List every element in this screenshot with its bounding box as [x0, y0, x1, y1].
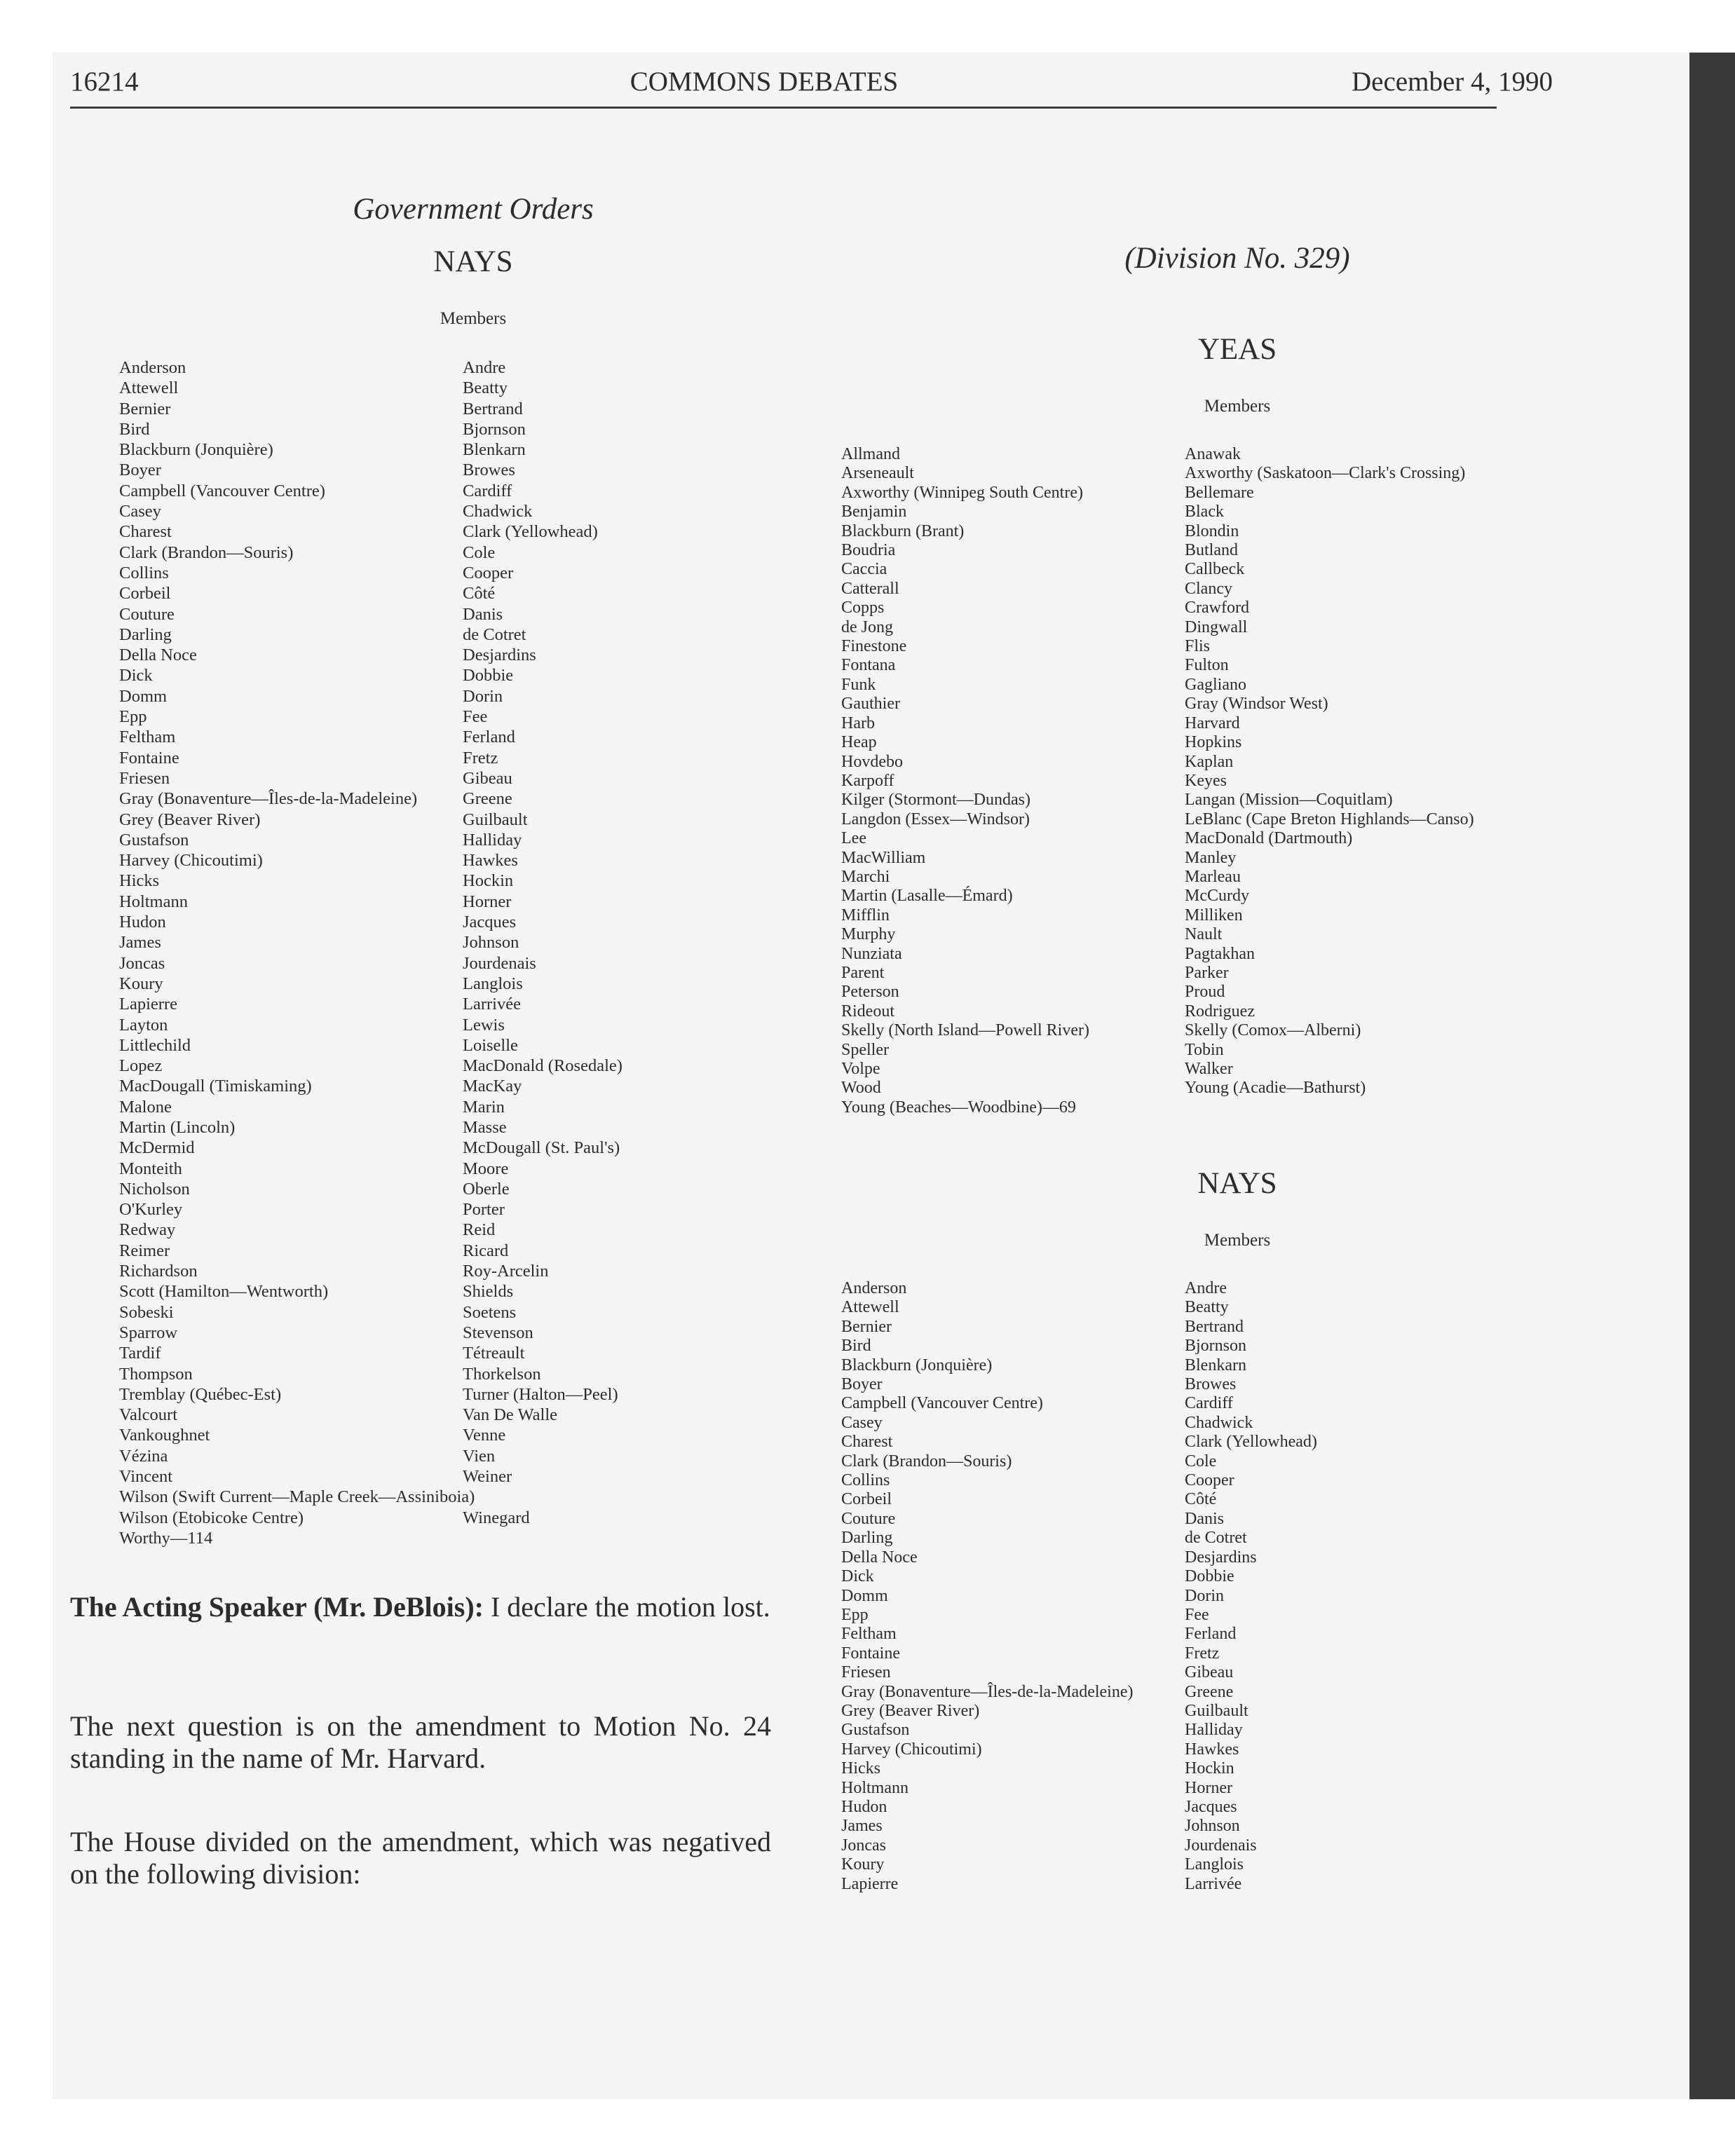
member-name: Clancy: [1185, 579, 1232, 598]
member-name: Epp: [841, 1605, 869, 1624]
member-name: Gagliano: [1185, 675, 1246, 694]
member-name: Boyer: [119, 460, 161, 480]
member-name: Dick: [119, 666, 153, 685]
member-name: Halliday: [463, 830, 522, 850]
member-name: Cole: [463, 543, 496, 562]
member-name: Anawak: [1185, 445, 1241, 463]
member-name: Fretz: [463, 748, 498, 767]
member-name: Vien: [463, 1446, 496, 1466]
right-nays-heading: NAYS: [1197, 1167, 1277, 1200]
member-name: Anderson: [119, 358, 186, 377]
member-name: Axworthy (Saskatoon—Clark's Crossing): [1185, 464, 1466, 483]
left-nays-names-col1: [119, 357, 475, 1548]
member-name: Danis: [1185, 1509, 1224, 1528]
member-name: Langlois: [1185, 1855, 1244, 1874]
member-name: Proud: [1185, 983, 1225, 1002]
member-name: Fulton: [1185, 656, 1229, 675]
member-name: Parker: [1185, 963, 1229, 982]
member-name: Corbeil: [119, 584, 171, 603]
member-name: Callbeck: [1185, 560, 1245, 579]
member-name: Karpoff: [841, 771, 894, 790]
member-name: Hicks: [119, 871, 160, 891]
division-number: (Division No. 329): [1124, 242, 1350, 275]
member-name: Cardiff: [463, 481, 512, 500]
member-name: Hudon: [841, 1797, 887, 1816]
member-name: Moore: [463, 1159, 509, 1178]
member-name: Attewell: [841, 1298, 899, 1317]
member-name: Charest: [119, 522, 172, 542]
member-name: Lapierre: [119, 995, 177, 1014]
member-name: Kilger (Stormont—Dundas): [841, 791, 1030, 810]
member-name: Blackburn (Jonquière): [841, 1356, 993, 1374]
member-name: Anderson: [841, 1279, 907, 1297]
member-name: Parent: [841, 963, 885, 982]
member-name: Dingwall: [1185, 618, 1248, 636]
member-name: Blackburn (Brant): [841, 521, 965, 540]
member-name: Friesen: [119, 768, 170, 788]
member-name: Attewell: [119, 378, 179, 398]
member-name: Blackburn (Jonquière): [119, 440, 273, 460]
member-name: Ferland: [463, 728, 515, 747]
member-name: Halliday: [1185, 1721, 1243, 1740]
member-name: Thompson: [119, 1364, 193, 1384]
member-name: Chadwick: [463, 502, 533, 521]
member-name: Cole: [1185, 1452, 1217, 1471]
member-name: Dobbie: [1185, 1567, 1234, 1586]
yeas-heading: YEAS: [1197, 333, 1277, 366]
member-name: Milliken: [1185, 906, 1243, 925]
member-name: Koury: [841, 1855, 885, 1874]
member-name: Langlois: [463, 974, 523, 993]
member-name: Collins: [841, 1471, 890, 1490]
member-name: Gauthier: [841, 695, 900, 714]
member-name: Soetens: [463, 1302, 517, 1322]
member-name: Nault: [1185, 925, 1223, 944]
section-title: Government Orders: [353, 193, 594, 226]
member-name: Lopez: [119, 1056, 163, 1076]
member-name: Marin: [463, 1097, 505, 1117]
right-nays-members-label: Members: [1204, 1231, 1271, 1250]
member-name: Rideout: [841, 1002, 894, 1021]
member-name: Fretz: [1185, 1644, 1220, 1663]
member-name: Gibeau: [1185, 1663, 1234, 1682]
member-name: Vézina: [119, 1446, 168, 1466]
member-name: Valcourt: [119, 1405, 177, 1425]
member-name: Volpe: [841, 1060, 880, 1078]
member-name: Arseneault: [841, 464, 914, 483]
member-name: MacDonald (Rosedale): [463, 1056, 622, 1076]
member-name: Nicholson: [119, 1179, 190, 1199]
member-name: Bertrand: [463, 399, 523, 418]
member-name: Epp: [119, 707, 147, 727]
yeas-names-col1: [841, 445, 1089, 1117]
member-name: Cardiff: [1185, 1394, 1233, 1413]
member-name: Harvey (Chicoutimi): [119, 851, 263, 871]
member-name: Tétreault: [463, 1344, 525, 1363]
member-name: [463, 1487, 622, 1507]
member-name: Koury: [119, 974, 163, 993]
member-name: Venne: [463, 1426, 506, 1445]
member-name: Sobeski: [119, 1302, 174, 1322]
member-name: Casey: [119, 502, 161, 521]
member-name: Vankoughnet: [119, 1426, 210, 1445]
member-name: Pagtakhan: [1185, 944, 1255, 963]
member-name: Benjamin: [841, 503, 907, 521]
member-name: Tobin: [1185, 1040, 1224, 1059]
member-name: Richardson: [119, 1262, 198, 1281]
yeas-members-label: Members: [1204, 397, 1271, 416]
member-name: Allmand: [841, 445, 900, 463]
member-name: Bellemare: [1185, 483, 1254, 502]
member-name: Boyer: [841, 1375, 883, 1394]
member-name: Grey (Beaver River): [841, 1701, 980, 1720]
member-name: Hovdebo: [841, 752, 903, 771]
member-name: Peterson: [841, 983, 899, 1002]
member-name: Tardif: [119, 1344, 161, 1363]
member-name: Hicks: [841, 1759, 880, 1778]
member-name: Domm: [119, 686, 168, 706]
member-name: Oberle: [463, 1179, 510, 1199]
member-name: Campbell (Vancouver Centre): [119, 481, 325, 500]
member-name: Feltham: [841, 1625, 897, 1644]
member-name: Bernier: [841, 1317, 892, 1336]
member-name: Couture: [841, 1509, 896, 1528]
member-name: Campbell (Vancouver Centre): [841, 1394, 1043, 1413]
member-name: Browes: [1185, 1375, 1237, 1394]
member-name: Côté: [1185, 1490, 1217, 1509]
member-name: Marchi: [841, 867, 890, 886]
member-name: Bertrand: [1185, 1317, 1244, 1336]
member-name: MacKay: [463, 1077, 522, 1096]
member-name: Jacques: [463, 913, 517, 932]
member-name: Feltham: [119, 728, 176, 747]
member-name: MacDonald (Dartmouth): [1185, 829, 1353, 848]
member-name: Walker: [1185, 1060, 1233, 1078]
member-name: Roy-Arcelin: [463, 1262, 549, 1281]
member-name: Friesen: [841, 1663, 891, 1682]
member-name: Greene: [1185, 1682, 1234, 1701]
member-name: Worthy—114: [119, 1528, 213, 1548]
member-name: Cooper: [1185, 1471, 1234, 1490]
member-name: Johnson: [1185, 1817, 1240, 1836]
member-name: Fee: [463, 707, 488, 727]
member-name: Bjornson: [1185, 1337, 1247, 1356]
member-name: Browes: [463, 460, 515, 480]
member-name: Gibeau: [463, 768, 512, 788]
member-name: Dorin: [1185, 1586, 1224, 1605]
member-name: Van De Walle: [463, 1405, 558, 1425]
member-name: de Cotret: [463, 625, 526, 644]
member-name: Masse: [463, 1117, 507, 1137]
member-name: Blondin: [1185, 521, 1239, 540]
member-name: Hockin: [1185, 1759, 1234, 1778]
member-name: Skelly (Comox—Alberni): [1185, 1021, 1361, 1040]
member-name: Black: [1185, 503, 1224, 521]
member-name: Young (Acadie—Bathurst): [1185, 1079, 1366, 1098]
member-name: Harb: [841, 714, 875, 732]
member-name: Dobbie: [463, 666, 514, 685]
speaker-paragraph: [70, 1591, 771, 1623]
member-name: Lee: [841, 829, 866, 848]
member-name: Fontaine: [119, 748, 179, 767]
member-name: Holtmann: [119, 892, 188, 911]
member-name: Bird: [841, 1337, 871, 1356]
member-name: Bjornson: [463, 419, 526, 439]
member-name: Guilbault: [463, 810, 528, 829]
member-name: Young (Beaches—Woodbine)—69: [841, 1098, 1076, 1117]
member-name: Beatty: [463, 378, 508, 398]
speaker-text: I declare the motion lost.: [483, 1591, 770, 1623]
member-name: Hudon: [119, 913, 166, 932]
member-name: Gray (Bonaventure—Îles-de-la-Madeleine): [119, 789, 418, 809]
member-name: Langdon (Essex—Windsor): [841, 810, 1030, 828]
member-name: Winegard: [463, 1508, 530, 1527]
member-name: Mifflin: [841, 906, 890, 925]
member-name: Fontaine: [841, 1644, 900, 1663]
member-name: Hawkes: [463, 851, 518, 871]
member-name: Horner: [463, 892, 512, 911]
yeas-names-col2: [1185, 445, 1474, 1098]
member-name: Gustafson: [119, 830, 189, 850]
member-name: Turner (Halton—Peel): [463, 1384, 618, 1404]
member-name: Martin (Lasalle—Émard): [841, 887, 1013, 906]
member-name: Murphy: [841, 925, 896, 944]
member-name: Dorin: [463, 686, 503, 706]
header-rule: [70, 107, 1497, 109]
member-name: Couture: [119, 604, 175, 624]
member-name: Keyes: [1185, 771, 1227, 790]
member-name: Darling: [841, 1529, 893, 1548]
member-name: Larrivée: [463, 995, 521, 1014]
member-name: James: [841, 1817, 883, 1836]
house-divided-paragraph: The House divided on the amendment, which was negatived on the following division:: [70, 1826, 771, 1890]
member-name: Kaplan: [1185, 752, 1234, 771]
member-name: Jacques: [1185, 1797, 1237, 1816]
member-name: Weiner: [463, 1467, 512, 1487]
member-name: Fontana: [841, 656, 896, 675]
member-name: Gray (Bonaventure—Îles-de-la-Madeleine): [841, 1682, 1134, 1701]
left-nays-heading: NAYS: [433, 245, 513, 278]
member-name: James: [119, 933, 161, 953]
member-name: Scott (Hamilton—Wentworth): [119, 1282, 329, 1302]
member-name: Hawkes: [1185, 1740, 1239, 1759]
member-name: MacDougall (Timiskaming): [119, 1077, 312, 1096]
member-name: Côté: [463, 584, 496, 603]
member-name: Wood: [841, 1079, 881, 1098]
scan-edge-bar: [1689, 53, 1735, 2099]
member-name: de Cotret: [1185, 1529, 1247, 1548]
member-name: Danis: [463, 604, 503, 624]
member-name: Gustafson: [841, 1721, 910, 1740]
member-name: Thorkelson: [463, 1364, 541, 1384]
member-name: Flis: [1185, 637, 1211, 656]
member-name: Marleau: [1185, 867, 1241, 886]
member-name: McCurdy: [1185, 887, 1249, 906]
member-name: Beatty: [1185, 1298, 1229, 1317]
member-name: Jourdenais: [463, 953, 536, 973]
member-name: Heap: [841, 733, 877, 752]
member-name: Axworthy (Winnipeg South Centre): [841, 483, 1083, 502]
member-name: Andre: [463, 358, 506, 377]
left-nays-members-label: Members: [440, 309, 507, 328]
member-name: Nunziata: [841, 944, 902, 963]
member-name: Bird: [119, 419, 150, 439]
member-name: Stevenson: [463, 1323, 533, 1342]
member-name: Littlechild: [119, 1035, 191, 1055]
member-name: Martin (Lincoln): [119, 1117, 236, 1137]
right-nays-names-col1: [841, 1279, 1133, 1894]
member-name: MacWilliam: [841, 848, 926, 867]
member-name: Copps: [841, 599, 885, 618]
member-name: Butland: [1185, 541, 1238, 560]
left-nays-names-col2: [463, 357, 622, 1528]
member-name: Greene: [463, 789, 512, 809]
next-question-paragraph: The next question is on the amendment to Motion No. 24 standing in the name of Mr. Harvard.: [70, 1710, 771, 1774]
member-name: McDougall (St. Paul's): [463, 1138, 620, 1158]
member-name: Shields: [463, 1282, 514, 1302]
member-name: Corbeil: [841, 1490, 892, 1509]
member-name: Manley: [1185, 848, 1237, 867]
member-name: Loiselle: [463, 1035, 518, 1055]
member-name: Cooper: [463, 563, 514, 582]
member-name: Charest: [841, 1433, 893, 1452]
member-name: Finestone: [841, 637, 907, 656]
member-name: Porter: [463, 1200, 505, 1220]
member-name: Speller: [841, 1040, 889, 1059]
member-name: Desjardins: [463, 646, 536, 665]
member-name: Malone: [119, 1097, 172, 1117]
member-name: Ricard: [463, 1241, 509, 1260]
member-name: Joncas: [119, 953, 165, 973]
member-name: Clark (Yellowhead): [1185, 1433, 1317, 1452]
speaker-name: The Acting Speaker (Mr. DeBlois):: [70, 1591, 484, 1623]
member-name: Fee: [1185, 1605, 1209, 1624]
member-name: Blenkarn: [463, 440, 526, 460]
member-name: Clark (Brandon—Souris): [841, 1452, 1012, 1471]
member-name: Desjardins: [1185, 1548, 1257, 1567]
member-name: Vincent: [119, 1467, 173, 1487]
member-name: Harvey (Chicoutimi): [841, 1740, 982, 1759]
member-name: O'Kurley: [119, 1200, 183, 1220]
member-name: Johnson: [463, 933, 519, 953]
member-name: Reimer: [119, 1241, 170, 1260]
member-name: Grey (Beaver River): [119, 810, 261, 829]
member-name: Sparrow: [119, 1323, 178, 1342]
member-name: Hopkins: [1185, 733, 1242, 752]
member-name: Rodriguez: [1185, 1002, 1255, 1021]
member-name: Collins: [119, 563, 169, 582]
member-name: Boudria: [841, 541, 896, 560]
member-name: Wilson (Swift Current—Maple Creek—Assiniboia): [119, 1487, 475, 1507]
member-name: Gray (Windsor West): [1185, 695, 1328, 714]
member-name: Dick: [841, 1567, 874, 1586]
member-name: Reid: [463, 1220, 496, 1240]
publication-title: COMMONS DEBATES: [630, 67, 899, 97]
member-name: Blenkarn: [1185, 1356, 1246, 1374]
member-name: Holtmann: [841, 1778, 909, 1797]
member-name: Monteith: [119, 1159, 182, 1178]
member-name: Harvard: [1185, 714, 1240, 732]
member-name: Clark (Yellowhead): [463, 522, 598, 542]
member-name: Wilson (Etobicoke Centre): [119, 1508, 304, 1527]
member-name: Langan (Mission—Coquitlam): [1185, 791, 1393, 810]
member-name: Hockin: [463, 871, 514, 891]
member-name: Ferland: [1185, 1625, 1237, 1644]
member-name: Horner: [1185, 1778, 1232, 1797]
member-name: Clark (Brandon—Souris): [119, 543, 294, 562]
member-name: LeBlanc (Cape Breton Highlands—Canso): [1185, 810, 1474, 828]
member-name: Layton: [119, 1015, 168, 1035]
member-name: Bernier: [119, 399, 171, 418]
issue-date: December 4, 1990: [1352, 67, 1553, 97]
member-name: Tremblay (Québec-Est): [119, 1384, 282, 1404]
member-name: Andre: [1185, 1279, 1227, 1297]
member-name: Della Noce: [119, 646, 197, 665]
member-name: Redway: [119, 1220, 176, 1240]
member-name: Funk: [841, 675, 876, 694]
member-name: Casey: [841, 1413, 883, 1432]
member-name: de Jong: [841, 618, 893, 636]
member-name: Domm: [841, 1586, 888, 1605]
member-name: Catterall: [841, 579, 899, 598]
member-name: Jourdenais: [1185, 1836, 1257, 1855]
member-name: Guilbault: [1185, 1701, 1248, 1720]
member-name: Lewis: [463, 1015, 505, 1035]
member-name: Caccia: [841, 560, 887, 579]
member-name: Della Noce: [841, 1548, 918, 1567]
page-number: 16214: [70, 67, 139, 97]
member-name: Larrivée: [1185, 1874, 1242, 1893]
member-name: Lapierre: [841, 1874, 899, 1893]
member-name: Chadwick: [1185, 1413, 1253, 1432]
member-name: Skelly (North Island—Powell River): [841, 1021, 1089, 1040]
member-name: Joncas: [841, 1836, 886, 1855]
member-name: Darling: [119, 625, 172, 644]
member-name: Crawford: [1185, 599, 1249, 618]
member-name: McDermid: [119, 1138, 195, 1158]
right-nays-names-col2: [1185, 1279, 1317, 1894]
